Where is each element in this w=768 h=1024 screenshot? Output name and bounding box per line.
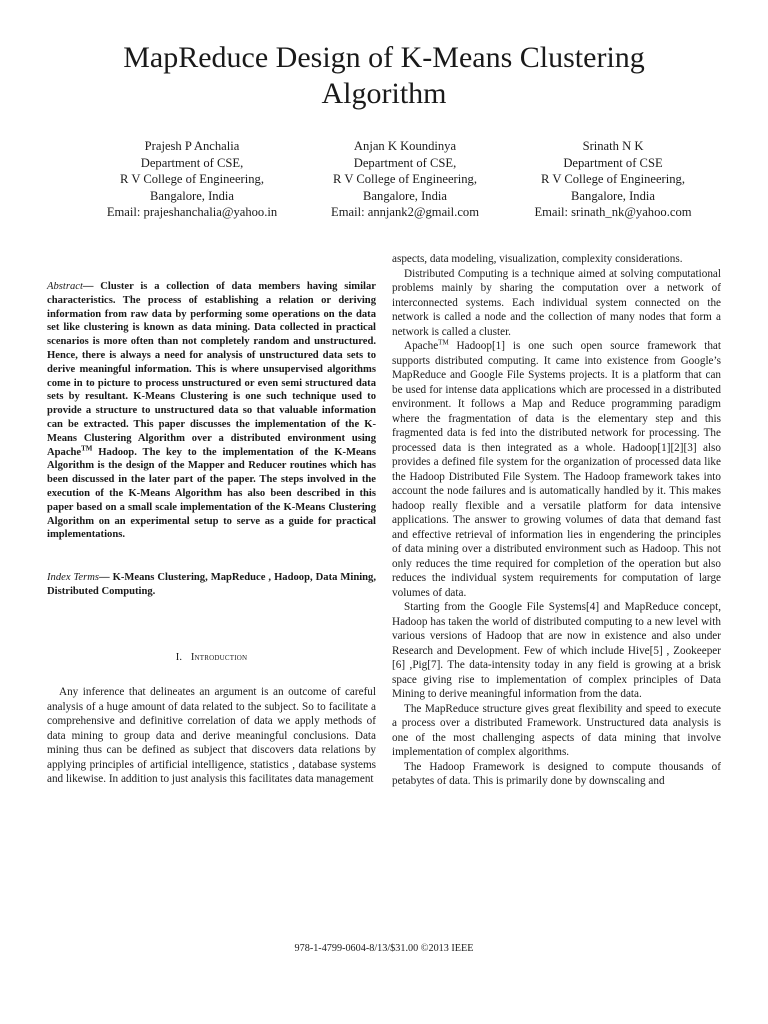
intro-paragraph: Any inference that delineates an argument is an outcome of careful analysis of a huge amount of data related to the subject. So to facilitate a comprehensive and definitive correlation of data we apply methods of data mining to group data and derive meaningful conclusions. Data mining thus can be defined as subject that discovers data relations by applying principles of artificial intelligence, statistics , database systems and likewise. In addition to just analysis this facilitates data management — [47, 686, 376, 786]
section-number: I. — [175, 651, 183, 663]
right-column — [392, 252, 721, 789]
index-terms — [47, 571, 376, 599]
trademark-mark: TM — [81, 444, 93, 453]
section-heading — [47, 651, 376, 666]
author-college: R V College of Engineering, — [333, 172, 477, 186]
paragraph-hadoop — [392, 339, 721, 600]
author-email: Email: annjank2@gmail.com — [331, 205, 479, 219]
author-city: Bangalore, India — [150, 188, 234, 203]
paragraph-continuation: aspects, data modeling, visualization, complexity considerations. — [392, 253, 683, 265]
copyright-footer: 978-1-4799-0604-8/13/$31.00 ©2013 IEEE — [294, 943, 474, 954]
index-terms-lead: Index Terms — [47, 572, 100, 584]
author-department: Department of CSE — [563, 155, 663, 170]
author-college: R V College of Engineering, — [120, 172, 264, 186]
author-1 — [82, 138, 302, 221]
index-terms-text: — K-Means Clustering, MapReduce , Hadoop, Data Mining, Distributed Computing. — [47, 572, 376, 597]
paragraph-hadoop-start: Apache — [404, 340, 439, 352]
author-email: Email: prajeshanchalia@yahoo.in — [106, 205, 278, 219]
section-title: Introduction — [190, 651, 248, 663]
paper-title: MapReduce Design of K-Means Clustering Algorithm — [123, 41, 645, 110]
author-3 — [503, 138, 723, 221]
author-department: Department of CSE, — [140, 155, 244, 170]
author-city: Bangalore, India — [363, 188, 447, 203]
paragraph-mapreduce: The MapReduce structure gives great flexibility and speed to execute a process over a distributed Framework. Unstructured data analysis is one of the most challenging aspects of data mining that involve implementation of complex algorithms. — [392, 702, 721, 758]
paragraph-gfs: Starting from the Google File Systems[4] and MapReduce concept, Hadoop has taken the world of distributed computing to a new level with various versions of Hadoop that are now in existence and also under Research and Development. Few of which include Hive[5] , Zookeeper [6] ,Pig[7]. The data-intensity today in any field is growing at a brisk space giving rise to implementation of complex principles of Data Mining to derive meaningful information from the data. — [392, 601, 721, 700]
author-college: R V College of Engineering, — [541, 172, 685, 186]
author-city: Bangalore, India — [571, 188, 655, 203]
abstract-lead: Abstract — [47, 281, 83, 292]
author-department: Department of CSE, — [353, 155, 457, 170]
author-2 — [295, 138, 515, 221]
author-name: Anjan K Koundinya — [353, 139, 457, 153]
trademark-mark: TM — [438, 338, 449, 347]
abstract-text: — Cluster is a collection of data members having similar characteristics. The process of establishing a relation or deriving information from raw data by performing some operations on the data set like clustering is known as data mining. Data collected in practical scenarios is more often than not completely random and unstructured. Hence, there is always a need for analysis of unstructured data sets to derive meaningful information. This is where unsupervised algorithms come in to picture to process unstructured or even semi structured data sets by resultant. K-Means Clustering is one such technique used to provide a structure to unstructured data so that valuable information can be extracted. This paper discusses the implementation of the K-Means Clustering Algorithm over a distributed environment using Apache — [47, 281, 376, 458]
left-column — [47, 280, 376, 787]
paragraph-hadoop-text: Hadoop[1] is one such open source framework that supports distributed computing. It came into existence from Google’s MapReduce and Google File Systems projects. It is a platform that can be used for intense data applications which are processed in a distributed environment. It follows a Map and Reduce programming paradigm where the fragmentation of data is the elementary step and this fragmented data is fed into the distributed network for processing. The processed data is then integrated as a whole. Hadoop[1][2][3] also provides a defined file system for the organization of processed data like the Hadoop Distributed File System. The Hadoop framework takes into account the node failures and is automatically handled by it. This makes hadoop really flexible and a versatile platform for data intensive applications. The answer to growing volumes of data that demand fast and effective retrieval of information lies in engendering the principles of data mining over a distributed environment such as Hadoop. This not only reduces the time required for completion of the operation but also reduces the individual system requirements for computation of large volumes of data. — [392, 340, 721, 599]
paragraph-hadoop-framework: The Hadoop Framework is designed to compute thousands of petabytes of data. This is primarily done by downscaling and — [392, 760, 721, 787]
paragraph-distributed-computing: Distributed Computing is a technique aimed at solving computational problems mainly by sharing the computation over a network of interconnected systems. Each individual system connected on the network is called a node and the collection of many nodes that form a network is called a cluster. — [392, 267, 721, 338]
author-email: Email: srinath_nk@yahoo.com — [534, 205, 692, 219]
author-name: Srinath N K — [582, 139, 644, 153]
abstract-text-continued: Hadoop. The key to the implementation of the K-Means Algorithm is the design of the Mapper and Reducer routines which has been discussed in the later part of the paper. The steps involved in the execution of the K-Means Algorithm has also been described in this paper based on a small scale implementation of the K-Means Clustering Algorithm on an experimental setup to serve as a guide for practical implementations. — [47, 446, 376, 541]
author-name: Prajesh P Anchalia — [144, 139, 240, 153]
abstract — [47, 280, 376, 542]
